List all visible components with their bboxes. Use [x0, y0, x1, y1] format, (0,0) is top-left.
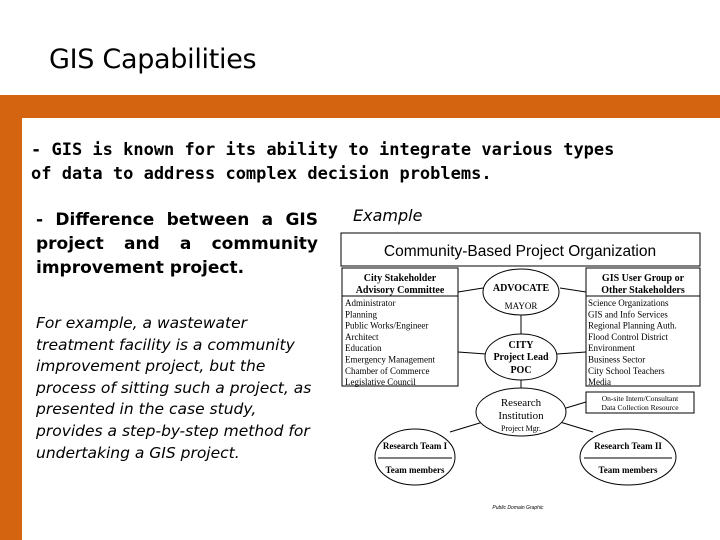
team1-members: Team members: [385, 465, 445, 475]
intern-line-2: Data Collection Resource: [601, 403, 679, 412]
diagram-footer: Public Domain Graphic: [492, 505, 544, 511]
research-institution: Institution: [498, 410, 544, 422]
left-box-item: Emergency Management: [345, 354, 436, 365]
connector-research-team1: [450, 422, 483, 432]
research-label: Research: [500, 397, 542, 409]
right-box-item: City School Teachers: [588, 365, 665, 376]
team2-members: Team members: [598, 465, 658, 475]
connector-research-intern: [566, 402, 586, 408]
difference-text: - Difference between a GIS project and a community improvement project.: [36, 210, 318, 278]
intern-line-1: On-site Intern/Consultant: [601, 394, 679, 403]
connector-left-city: [458, 352, 486, 354]
right-box-heading-1: GIS User Group or: [601, 273, 685, 284]
team2-label: Research Team II: [594, 441, 662, 451]
connector-city-right: [557, 352, 586, 354]
left-box-item: Chamber of Commerce: [345, 365, 430, 376]
left-box-heading-1: City Stakeholder: [363, 273, 437, 284]
right-box-item: Flood Control District: [588, 331, 669, 342]
team1-label: Research Team I: [382, 441, 448, 451]
city-label: CITY: [508, 340, 534, 351]
advocate-label: ADVOCATE: [492, 283, 550, 294]
connector-advocate-right: [560, 288, 586, 292]
connector-research-team2: [560, 422, 593, 432]
left-box-item: Architect: [345, 331, 379, 342]
right-box-heading-2: Other Stakeholders: [601, 285, 685, 296]
example-label: Example: [353, 206, 423, 225]
left-box-item: Education: [345, 343, 382, 354]
diagram-title: Community-Based Project Organization: [383, 243, 657, 260]
right-box-item: GIS and Info Services: [588, 309, 668, 320]
right-box-item: Business Sector: [588, 354, 646, 365]
example-paragraph: For example, a wastewater treatment facility is a community improvement project, but the process of sitting such a project, as presented in the case study, provides a step-by-step method for undertaking a GIS project.: [36, 314, 312, 462]
left-box-item: Planning: [345, 309, 378, 320]
city-project-lead: Project Lead: [493, 352, 549, 363]
slide-title: GIS Capabilities: [49, 44, 257, 75]
right-box-item: Environment: [588, 343, 635, 354]
left-box-item: Public Works/Engineer: [345, 320, 429, 331]
team1-ellipse: [375, 429, 455, 485]
left-box-item: Administrator: [345, 298, 396, 308]
right-box-item: Regional Planning Auth.: [588, 320, 677, 331]
team2-ellipse: [580, 429, 676, 485]
city-poc: POC: [510, 365, 532, 376]
organization-diagram: [338, 232, 702, 514]
right-box-item: Science Organizations: [588, 298, 669, 308]
research-project-mgr: Project Mgr.: [501, 424, 541, 433]
left-box-item: Legislative Council: [345, 377, 416, 388]
intro-text: - GIS is known for its ability to integrate various types of data to address complex decision problems.: [31, 140, 615, 184]
advocate-sub: MAYOR: [504, 301, 538, 311]
left-box-heading-2: Advisory Committee: [355, 285, 445, 296]
right-box-item: Media: [588, 377, 611, 388]
connector-left-advocate: [458, 288, 483, 292]
